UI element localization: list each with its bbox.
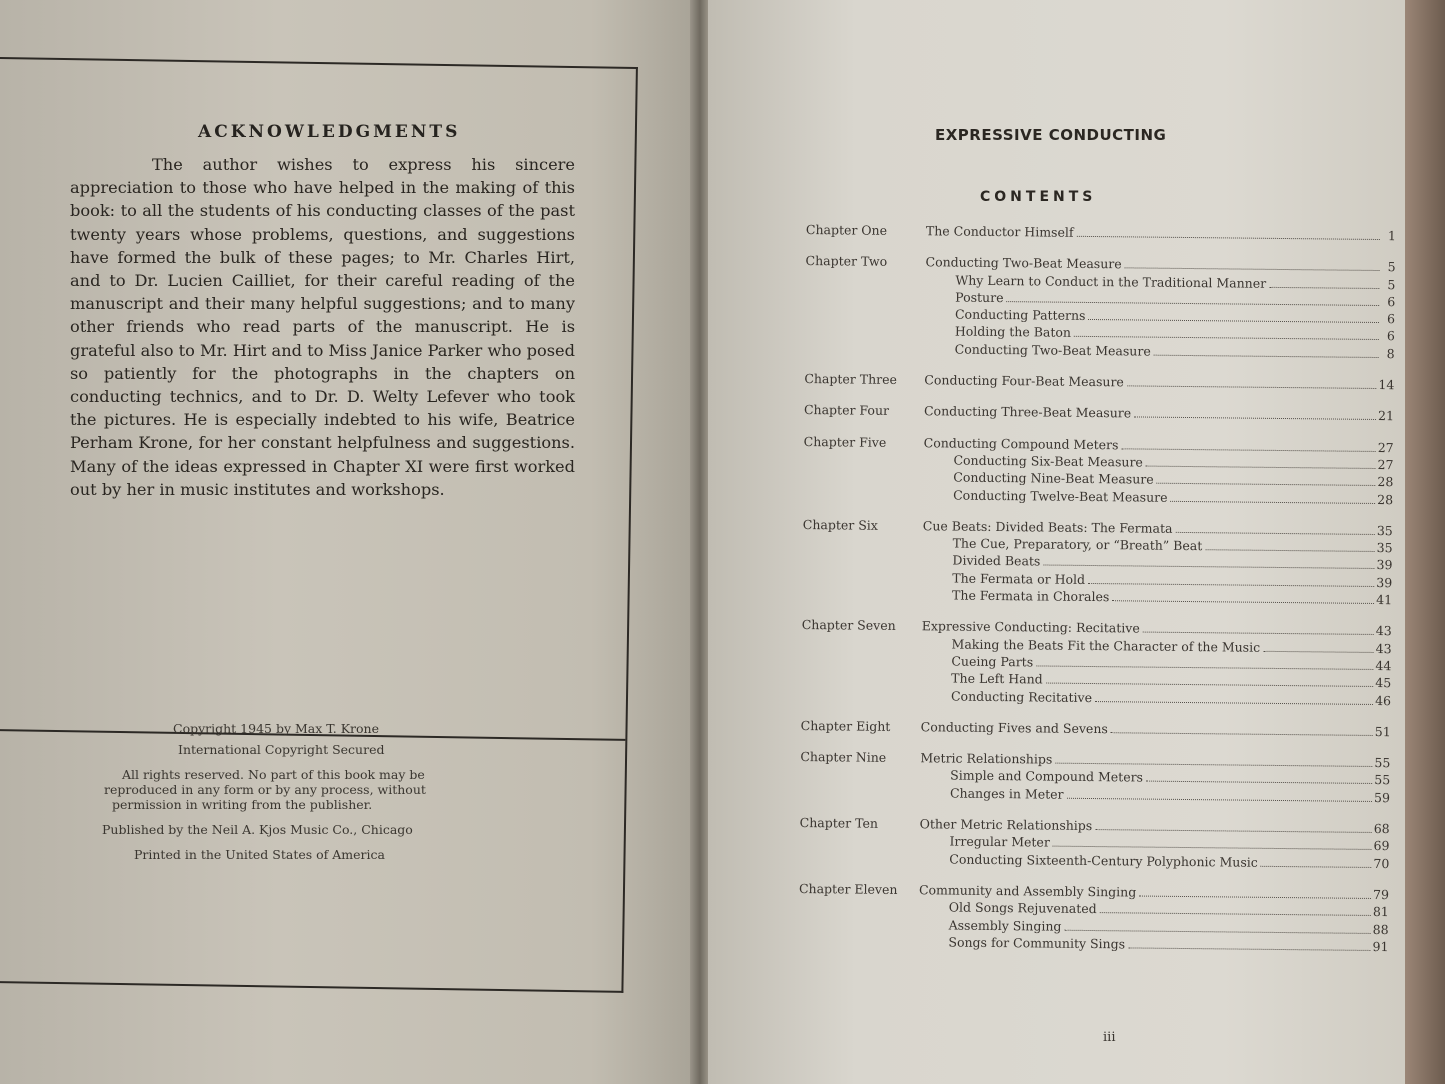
left-page [0, 0, 695, 1084]
entry-title: Conducting Sixteenth-Century Polyphonic Music [949, 851, 1258, 870]
leader-dots [1036, 665, 1373, 670]
toc-chapter [801, 718, 1391, 741]
indent-spacer [801, 664, 951, 666]
leader-dots [1171, 500, 1376, 503]
entry-page-number: 44 [1375, 657, 1392, 674]
entry-page-number: 8 [1386, 345, 1395, 361]
leader-dots [1067, 797, 1373, 801]
entry-title: Posture [955, 289, 1004, 305]
entry-page-number: 70 [1373, 855, 1390, 871]
leader-dots [1006, 301, 1379, 306]
entry-page-number: 59 [1374, 789, 1391, 805]
entry-title: Cueing Parts [951, 653, 1034, 670]
entry-title: Conducting Twelve-Beat Measure [953, 487, 1168, 505]
chapter-label: Chapter Five [803, 433, 887, 450]
leader-dots [1125, 268, 1380, 272]
entry-page-number: 1 [1387, 228, 1396, 244]
entry-title: Conducting Compound Meters [923, 434, 1119, 452]
entry-title: Expressive Conducting: Recitative [921, 618, 1140, 636]
leader-dots [1154, 354, 1379, 357]
entry-page-number: 46 [1375, 692, 1392, 708]
entry-page-number: 6 [1386, 311, 1396, 327]
leader-dots [1146, 781, 1372, 784]
rights-line-3: permission in writing from the publisher. [112, 797, 373, 812]
leader-dots [1046, 683, 1374, 687]
entry-title: Metric Relationships [920, 750, 1053, 767]
entry-title: The Cue, Preparatory, or “Breath” Beat [952, 535, 1203, 554]
entry-page-number: 6 [1387, 293, 1396, 310]
toc-entry [804, 371, 1394, 394]
entry-title: Divided Beats [952, 553, 1041, 569]
indent-spacer [799, 910, 949, 912]
entry-title: The Left Hand [951, 670, 1043, 687]
leader-dots [1077, 236, 1380, 240]
entry-page-number: 51 [1374, 723, 1391, 739]
chapter-label: Chapter Nine [800, 749, 887, 765]
entry-page-number: 69 [1373, 838, 1390, 854]
indent-spacer [799, 862, 949, 864]
indent-spacer [798, 945, 948, 947]
entry-title: Conducting Four-Beat Measure [924, 372, 1124, 390]
toc-chapter [800, 749, 1391, 807]
indent-spacer [799, 927, 949, 929]
entry-title: Conducting Recitative [950, 688, 1093, 705]
entry-title: The Fermata or Hold [952, 570, 1086, 587]
table-surface [1405, 0, 1445, 1084]
book-gutter [690, 0, 710, 1084]
indent-spacer [805, 283, 955, 285]
indent-spacer [802, 581, 952, 583]
indent-spacer [805, 317, 955, 319]
leader-dots [1088, 583, 1374, 587]
leader-dots [1261, 865, 1372, 867]
toc-chapter [798, 881, 1389, 956]
rights-line-2: reproduced in any form or by any process, without [104, 782, 426, 797]
entry-page-number: 91 [1372, 938, 1389, 954]
indent-spacer [801, 699, 951, 701]
entry-page-number: 88 [1372, 921, 1389, 937]
toc-chapter [803, 434, 1394, 509]
leader-dots [1269, 286, 1379, 288]
entry-page-number: 68 [1373, 820, 1390, 837]
leader-dots [1175, 532, 1374, 535]
printed-line: Printed in the United States of America [134, 847, 385, 862]
chapter-label: Chapter One [805, 222, 888, 238]
page-number: iii [1103, 1030, 1116, 1045]
indent-spacer [802, 647, 952, 649]
chapter-label: Chapter Six [802, 516, 878, 533]
entry-page-number: 45 [1375, 675, 1392, 691]
entry-page-number: 21 [1378, 408, 1395, 424]
toc-chapter [805, 253, 1396, 363]
leader-dots [1205, 549, 1374, 552]
entry-title: The Fermata in Chorales [952, 587, 1110, 605]
leader-dots [1143, 632, 1374, 635]
entry-title: Other Metric Relationships [919, 816, 1093, 834]
entry-title: Conducting Nine-Beat Measure [953, 469, 1154, 487]
toc-chapter [801, 617, 1392, 710]
entry-page-number: 39 [1376, 574, 1393, 590]
entry-title: Conducting Fives and Sevens [920, 719, 1108, 737]
entry-page-number: 35 [1376, 540, 1393, 556]
publisher-line: Published by the Neil A. Kjos Music Co., Chicago [102, 822, 413, 837]
leader-dots [1127, 385, 1377, 389]
entry-title: Assembly Singing [948, 917, 1062, 934]
entry-page-number: 43 [1375, 623, 1392, 639]
entry-title: Old Songs Rejuvenated [948, 899, 1097, 917]
chapter-label: Chapter Eight [800, 717, 891, 734]
leader-dots [1088, 319, 1379, 323]
indent-spacer [802, 563, 952, 565]
leader-dots [1055, 763, 1372, 767]
leader-dots [1134, 417, 1376, 421]
entry-page-number: 6 [1386, 328, 1395, 344]
chapter-label: Chapter Three [804, 371, 898, 388]
chapter-label: Chapter Eleven [798, 880, 898, 897]
toc-chapter [799, 815, 1390, 873]
copyright-block [100, 718, 520, 865]
copyright-notice: International Copyright Secured [178, 742, 385, 757]
entry-title: Conducting Two-Beat Measure [925, 254, 1122, 272]
toc-chapter [802, 517, 1393, 610]
entry-page-number: 55 [1374, 772, 1391, 788]
leader-dots [1095, 701, 1373, 705]
contents-heading: CONTENTS [980, 189, 1097, 205]
indent-spacer [805, 300, 955, 302]
indent-spacer [805, 334, 955, 336]
indent-spacer [803, 498, 953, 500]
indent-spacer [800, 778, 950, 780]
indent-spacer [799, 844, 949, 846]
leader-dots [1139, 895, 1371, 898]
book-title: EXPRESSIVE CONDUCTING [935, 126, 1167, 144]
entry-page-number: 81 [1372, 904, 1389, 920]
entry-page-number: 39 [1376, 557, 1393, 573]
entry-page-number: 5 [1387, 276, 1396, 292]
toc-chapter [804, 402, 1394, 425]
chapter-label: Chapter Ten [799, 814, 879, 831]
chapter-label: Chapter Two [805, 253, 888, 270]
indent-spacer [801, 681, 951, 683]
toc-entry [801, 718, 1391, 741]
entry-page-number: 79 [1373, 886, 1390, 903]
leader-dots [1263, 650, 1374, 652]
rights-line-1: All rights reserved. No part of this book may be [122, 767, 425, 782]
entry-title: Cue Beats: Divided Beats: The Fermata [922, 518, 1173, 536]
entry-page-number: 14 [1378, 377, 1395, 393]
acknowledgments-heading: ACKNOWLEDGMENTS [198, 122, 461, 142]
entry-title: Changes in Meter [949, 785, 1064, 802]
indent-spacer [802, 598, 952, 600]
leader-dots [1128, 947, 1370, 951]
entry-page-number: 5 [1387, 259, 1396, 275]
entry-title: Conducting Three-Beat Measure [923, 403, 1132, 421]
toc-entry [804, 402, 1394, 425]
table-of-contents [798, 222, 1396, 970]
chapter-label: Chapter Four [803, 402, 890, 419]
entry-title: Conducting Six-Beat Measure [953, 452, 1143, 470]
acknowledgments-paragraph: The author wishes to express his sincere appreciation to those who have helped in the making of this book: to all the students of his conducting classes of the past twenty years whose problems, questions, and suggestions have formed the bulk of these pages; to Mr. Charles Hirt, and to Dr. Lucien Cailliet, for their careful reading of the manuscript and their many helpful suggestions; and to many other friends who read parts of the manuscript. He is grateful also to Mr. Hirt and to Miss Janice Parker who posed so patiently for the photographs in the chapters on conducting technics, and to Dr. D. Welty Lefever who took the pictures. He is especially indebted to his wife, Beatrice Perham Krone, for her constant helpfulness and suggestions. Many of the ideas expressed in Chapter XI were first worked out by her in music institutes and workshops. [70, 155, 575, 499]
leader-dots [1074, 336, 1379, 340]
entry-title: Irregular Meter [949, 833, 1050, 850]
leader-dots [1043, 565, 1374, 569]
entry-title: Community and Assembly Singing [918, 882, 1137, 900]
entry-page-number: 41 [1376, 592, 1393, 608]
leader-dots [1064, 929, 1370, 933]
entry-title: Conducting Two-Beat Measure [954, 341, 1151, 359]
entry-page-number: 55 [1374, 755, 1391, 771]
indent-spacer [803, 480, 953, 482]
acknowledgments-text [70, 153, 575, 501]
leader-dots [1146, 466, 1376, 469]
entry-title: Making the Beats Fit the Character of the Music [951, 636, 1261, 655]
entry-page-number: 27 [1377, 456, 1394, 473]
entry-page-number: 43 [1375, 640, 1392, 656]
indent-spacer [803, 546, 953, 548]
entry-title: Conducting Patterns [954, 306, 1086, 324]
toc-chapter [804, 371, 1394, 394]
entry-title: Songs for Community Sings [948, 934, 1126, 952]
leader-dots [1095, 829, 1372, 833]
entry-page-number: 28 [1377, 491, 1394, 507]
leader-dots [1053, 846, 1372, 850]
leader-dots [1111, 732, 1373, 736]
entry-page-number: 28 [1377, 474, 1394, 490]
copyright-line: Copyright 1945 by Max T. Krone [173, 721, 380, 736]
indent-spacer [805, 352, 955, 354]
entry-page-number: 27 [1377, 439, 1394, 455]
leader-dots [1112, 600, 1374, 604]
entry-title: The Conductor Himself [925, 223, 1074, 240]
chapter-label: Chapter Seven [801, 617, 896, 634]
indent-spacer [800, 796, 950, 798]
entry-page-number: 35 [1376, 522, 1393, 539]
entry-title: Why Learn to Conduct in the Traditional Manner [955, 272, 1267, 291]
entry-title: Simple and Compound Meters [950, 767, 1144, 785]
entry-title: Holding the Baton [954, 324, 1072, 341]
indent-spacer [803, 463, 953, 465]
leader-dots [1100, 912, 1371, 916]
leader-dots [1157, 483, 1376, 486]
leader-dots [1121, 448, 1375, 452]
